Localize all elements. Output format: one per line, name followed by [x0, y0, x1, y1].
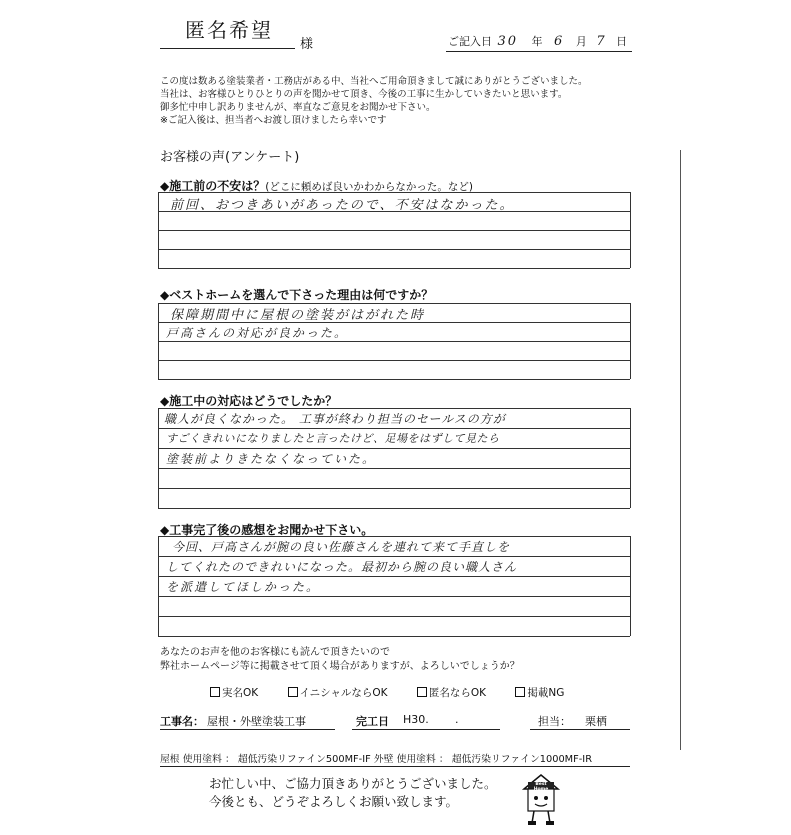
- complete-value: H30.: [403, 713, 429, 726]
- publish-options: [210, 685, 564, 700]
- mascot-house-icon: [520, 773, 562, 827]
- right-margin-rule: [680, 150, 681, 750]
- question-4-label: ◆工事完了後の感想をお聞かせ下さい。: [160, 523, 374, 537]
- date-year-unit: 年: [531, 35, 543, 48]
- option-real-name[interactable]: 実名OK: [210, 687, 258, 699]
- honorific: 様: [300, 37, 314, 52]
- answer-4-line-3: を派遣してほしかった。: [166, 580, 321, 594]
- complete-dot: .: [455, 713, 459, 726]
- intro-line-4: ※ご記入後は、担当者へお渡し頂けましたら幸いです: [160, 115, 387, 126]
- checkbox-icon: [515, 687, 525, 697]
- paint-underline: [160, 766, 630, 767]
- answer-3-line-3: 塗装前よりきたなくなっていた。: [166, 452, 377, 466]
- staff-label: 担当：: [538, 715, 571, 728]
- name-underline: [160, 48, 295, 49]
- question-3-label: ◆施工中の対応はどうでしたか？: [160, 394, 338, 408]
- date-month: 6: [554, 34, 565, 49]
- option-initials[interactable]: イニシャルならOK: [288, 687, 388, 699]
- date-day: 7: [596, 34, 607, 49]
- checkbox-icon: [210, 687, 220, 697]
- publish-line-2: 弊社ホームページ等に掲載させて頂く場合がありますが、よろしいでしょうか？: [160, 661, 520, 672]
- intro-line-1: この度は数ある塗装業者・工務店がある中、当社へご用命頂きまして誠にありがとうございました。: [160, 76, 588, 87]
- checkbox-icon: [417, 687, 427, 697]
- publish-line-1: あなたのお声を他のお客様にも読んで頂きたいので: [160, 647, 390, 658]
- work-name-value: 屋根・外壁塗装工事: [207, 715, 306, 728]
- checkbox-icon: [288, 687, 298, 697]
- intro-line-2: 当社は、お客様ひとりひとりの声を聞かせて頂き、今後の工事に生かしていきたいと思います。: [160, 89, 568, 100]
- work-name-underline: [160, 729, 335, 730]
- question-2-label: ◆ベストホームを選んで下さった理由は何ですか？: [160, 288, 434, 302]
- complete-label: 完工日: [356, 715, 389, 728]
- answer-box-4: [158, 536, 630, 636]
- answer-4-line-1: 今回、戸高さんが腕の良い佐藤さんを連れて来て手直しを: [172, 540, 511, 554]
- footer-text: [209, 775, 497, 811]
- answer-box-3: [158, 408, 630, 508]
- date-month-unit: 月: [575, 35, 587, 48]
- date-day-unit: 日: [616, 35, 628, 48]
- answer-3-line-2: すごくきれいになりましたと言ったけど、足場をはずして見たら: [166, 432, 500, 445]
- date-year: 30: [497, 34, 519, 49]
- intro-line-3: 御多忙中申し訳ありませんが、率直なご意見をお聞かせ下さい。: [160, 102, 436, 113]
- question-1-text: ◆施工前の不安は？: [160, 179, 266, 193]
- answer-4-line-2: してくれたのできれいになった。最初から腕の良い職人さん: [166, 560, 518, 574]
- answer-box-2: [158, 303, 630, 379]
- work-name-label: 工事名：: [160, 715, 204, 728]
- option-anonymous[interactable]: 匿名ならOK: [417, 687, 486, 699]
- staff-value: 栗栖: [585, 715, 607, 728]
- date-label: ご記入日: [448, 35, 492, 48]
- footer-line-1: お忙しい中、ご協力頂きありがとうございました。: [209, 776, 497, 791]
- intro-block: [160, 75, 660, 127]
- publish-block: [160, 646, 520, 674]
- section-title: お客様の声(アンケート): [160, 150, 300, 165]
- answer-box-1: [158, 192, 630, 268]
- mascot-label: Best Home: [533, 782, 549, 792]
- footer-line-2: 今後とも、どうぞよろしくお願い致します。: [209, 794, 459, 809]
- answer-3-line-1: 職人が良くなかった。 工事が終わり担当のセールスの方が: [164, 412, 506, 426]
- answer-2-line-1: 保障期間中に屋根の塗装がはがれた時: [170, 308, 426, 323]
- date-underline: [446, 51, 632, 52]
- customer-name: 匿名希望: [185, 18, 273, 42]
- option-no-publish[interactable]: 掲載NG: [515, 687, 564, 699]
- staff-underline: [530, 729, 630, 730]
- question-1-sub: (どこに頼めば良いかわからなかった。など): [265, 181, 473, 193]
- complete-underline: [352, 729, 500, 730]
- date-row: [448, 35, 633, 48]
- answer-2-line-2: 戸高さんの対応が良かった。: [166, 326, 349, 340]
- paint-info: 屋根 使用塗料 ： 超低汚染リファイン500MF-IF 外壁 使用塗料 ： 超低汚染リファイン1000MF-IR: [160, 754, 593, 765]
- answer-1-line-1: 前回、おつきあいがあったので、不安はなかった。: [170, 198, 515, 213]
